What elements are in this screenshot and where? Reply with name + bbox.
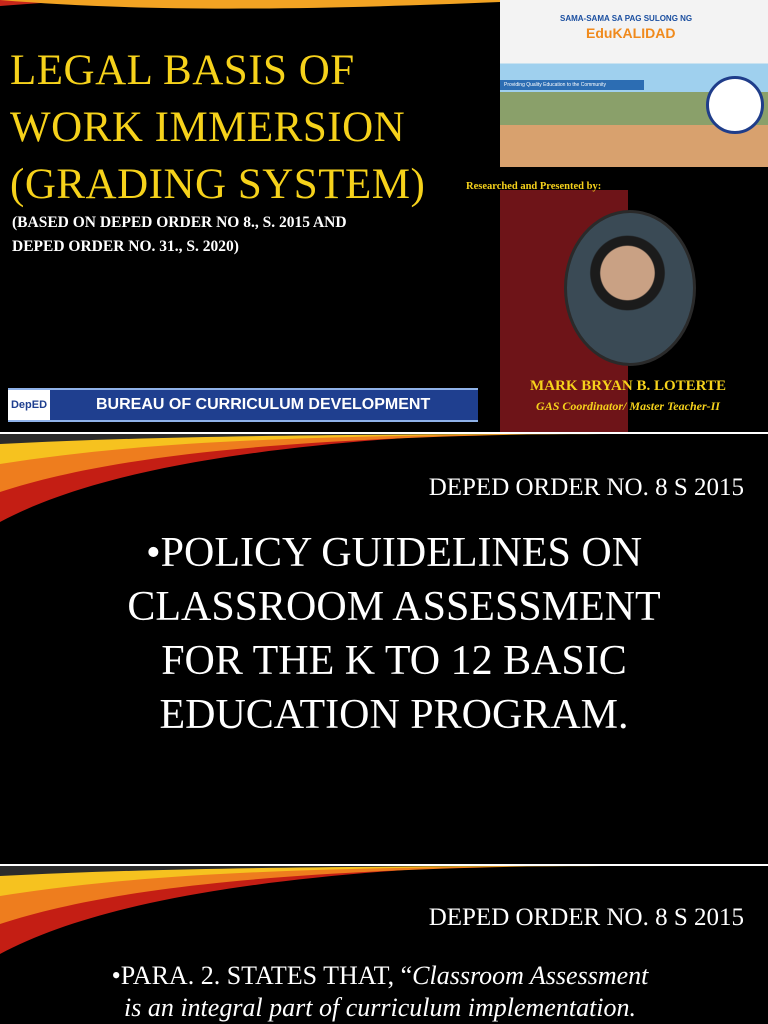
paragraph-quote-2: is an integral part of curriculum implementation. <box>123 993 637 1022</box>
bureau-text: BUREAU OF CURRICULUM DEVELOPMENT <box>96 396 431 413</box>
deped-logo-icon: DepED <box>8 390 50 420</box>
slide-title: LEGAL BASIS OF WORK IMMERSION (GRADING SYSTEM) <box>10 47 426 208</box>
researched-label: Researched and Presented by: <box>466 181 602 192</box>
banner-slogan: SAMA-SAMA SA PAG SULONG NG <box>560 14 693 23</box>
paragraph-text <box>30 960 730 1024</box>
paragraph-slide <box>0 866 768 1024</box>
banner-brand: EduKALIDAD <box>586 25 676 41</box>
banner-tagline: Providing Quality Education to the Community <box>500 80 644 90</box>
presenter-name: MARK BRYAN B. LOTERTE <box>530 378 726 394</box>
paragraph-quote-1: Classroom Assessment <box>412 961 649 990</box>
policy-slide <box>0 434 768 864</box>
title-slide <box>0 0 768 432</box>
slide-heading: DEPED ORDER NO. 8 S 2015 <box>428 474 744 501</box>
slide-subtitle: (BASED ON DEPED ORDER NO 8., S. 2015 AND DEPED ORDER NO. 31., S. 2020) <box>12 214 347 255</box>
bureau-bar <box>8 388 478 422</box>
paragraph-prefix: •PARA. 2. STATES THAT, “ <box>111 961 413 990</box>
school-seal-icon <box>706 76 764 134</box>
presenter-role: GAS Coordinator/ Master Teacher-II <box>536 399 720 413</box>
presenter-photo <box>564 210 696 366</box>
slide-heading: DEPED ORDER NO. 8 S 2015 <box>428 904 744 931</box>
policy-text: •POLICY GUIDELINES ON CLASSROOM ASSESSMENT FOR THE K TO 12 BASIC EDUCATION PROGRAM. <box>127 530 661 738</box>
